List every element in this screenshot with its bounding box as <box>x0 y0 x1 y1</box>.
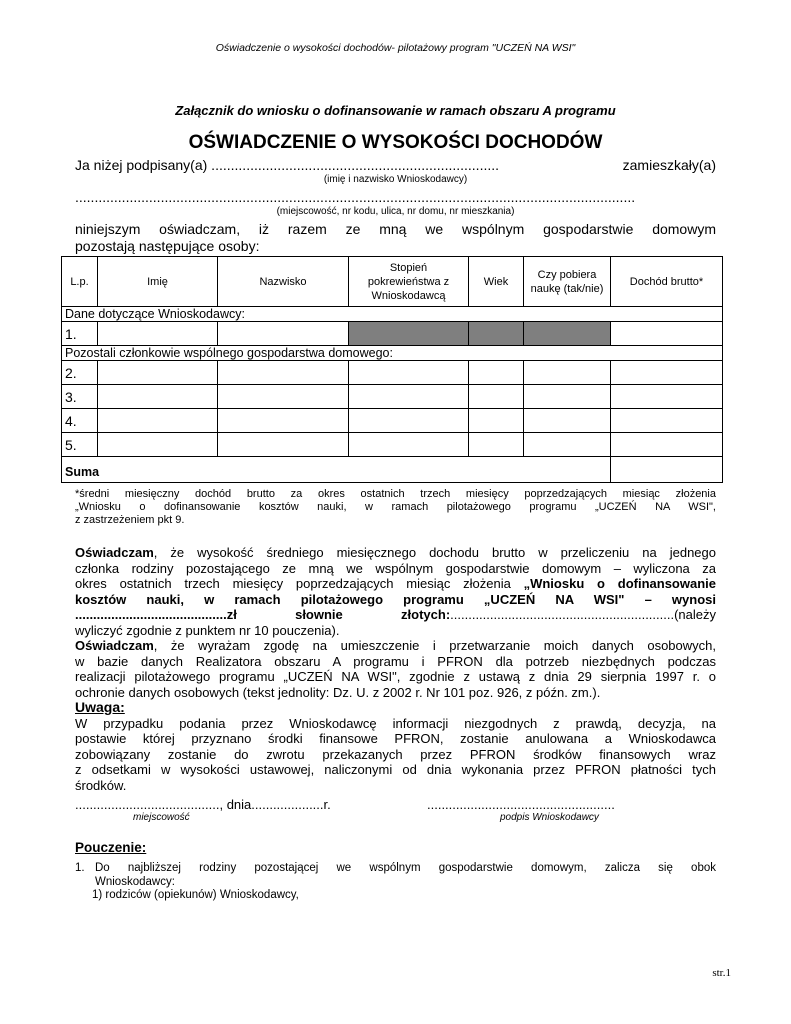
page-header: Oświadczenie o wysokości dochodów- pilotażowy program "UCZEŃ NA WSI" <box>215 42 576 54</box>
income-amount-field[interactable]: ..........................................zł słownie złotych: <box>75 607 451 622</box>
place-date-field[interactable]: ........................................, dnia....................r. <box>75 797 331 812</box>
footnote-line: „Wniosku o dofinansowanie kosztów nauki, w ramach pilotażowego programu „UCZEŃ NA WSI", <box>75 501 716 513</box>
cell-last-name[interactable] <box>218 361 349 385</box>
column-header-age: Wiek <box>469 257 524 307</box>
warning-section <box>75 700 716 793</box>
declaration-text: , że wyrażam zgodę na umieszczenie i przetwarzanie moich danych osobowych, <box>153 638 716 653</box>
cell-income[interactable] <box>611 361 723 385</box>
page-number: str.1 <box>712 967 731 979</box>
declaration-line: kosztów nauki, w ramach pilotażowego programu „UCZEŃ NA WSI" – wynosi <box>75 591 716 607</box>
income-words-field[interactable]: ..............................................................(należy <box>450 607 716 622</box>
place-label: miejscowość <box>133 812 190 823</box>
cell-age-disabled <box>469 322 524 346</box>
row-number: 1. <box>62 322 98 346</box>
table-row <box>62 361 723 385</box>
sum-label: Suma <box>62 457 611 483</box>
section-row-household <box>62 346 723 361</box>
cell-education[interactable] <box>524 385 611 409</box>
signature-label: podpis Wnioskodawcy <box>500 812 599 823</box>
household-table <box>61 256 723 483</box>
section-row-applicant <box>62 307 723 322</box>
instruction-number: 1. <box>75 862 85 874</box>
column-header-last-name: Nazwisko <box>218 257 349 307</box>
instruction-line: Wnioskodawcy: <box>95 875 175 888</box>
page-title: OŚWIADCZENIE O WYSOKOŚCI DOCHODÓW <box>188 132 603 153</box>
applicant-name-label: Ja niżej podpisany(a) .......................................................................... <box>75 157 500 173</box>
declaration-text: okres ostatnich trzech miesięcy poprzedzających miesiąc złożenia <box>75 576 524 591</box>
warning-line: z odsetkami w wysokości ustawowej, naliczonymi od dnia wykonania przez PFRON płatności tych <box>75 762 716 777</box>
row-number: 5. <box>62 433 98 457</box>
cell-education[interactable] <box>524 433 611 457</box>
cell-first-name[interactable] <box>98 361 218 385</box>
cell-income-sum[interactable] <box>611 457 723 483</box>
annex-heading: Załącznik do wniosku o dofinansowanie w ramach obszaru A programu <box>175 103 616 118</box>
table-header-row <box>62 257 723 307</box>
cell-age[interactable] <box>469 361 524 385</box>
column-header-income: Dochód brutto* <box>611 257 723 307</box>
applicant-name-line[interactable] <box>75 157 716 173</box>
cell-income[interactable] <box>611 385 723 409</box>
cell-relationship[interactable] <box>349 361 469 385</box>
row-number: 4. <box>62 409 98 433</box>
cell-first-name[interactable] <box>98 433 218 457</box>
cell-first-name[interactable] <box>98 322 218 346</box>
table-row <box>62 385 723 409</box>
section-label: Dane dotyczące Wnioskodawcy: <box>62 307 723 322</box>
cell-income[interactable] <box>611 409 723 433</box>
signature-field[interactable]: .................................................... <box>427 797 615 812</box>
footnote-line: *średni miesięczny dochód brutto za okres ostatnich trzech miesięcy poprzedzających miesiąc złożenia <box>75 488 716 500</box>
address-hint: (miejscowość, nr kodu, ulica, nr domu, nr mieszkania) <box>276 206 515 217</box>
sum-row <box>62 457 723 483</box>
declaration-line: w bazie danych Realizatora obszaru A programu i PFRON dla potrzeb niezbędnych podczas <box>75 653 716 669</box>
footnote-line: z zastrzeżeniem pkt 9. <box>75 514 185 526</box>
instruction-item <box>75 862 716 903</box>
column-header-first-name: Imię <box>98 257 218 307</box>
declaration-line: ochronie danych osobowych (tekst jednolity: Dz. U. z 2002 r. Nr 101 poz. 926, z późn. zm.). <box>75 684 601 700</box>
cell-age[interactable] <box>469 385 524 409</box>
table-row <box>62 409 723 433</box>
cell-last-name[interactable] <box>218 409 349 433</box>
income-footnote <box>75 488 716 527</box>
column-header-lp: L.p. <box>62 257 98 307</box>
declaration-keyword: Oświadczam <box>75 638 154 653</box>
cell-last-name[interactable] <box>218 322 349 346</box>
warning-line: postawie której przyznano środki finansowe PFRON, zostanie anulowana a Wnioskodawca <box>75 731 716 746</box>
warning-line: zobowiązany zostanie do zwrotu przekazanych przez PFRON środków finansowych wraz <box>75 746 716 762</box>
cell-education[interactable] <box>524 361 611 385</box>
cell-education-disabled <box>524 322 611 346</box>
statement-line: niniejszym oświadczam, iż razem ze mną we wspólnym gospodarstwie domowym <box>75 221 716 237</box>
column-header-education: Czy pobiera naukę (tak/nie) <box>524 257 611 307</box>
cell-income[interactable] <box>611 322 723 346</box>
cell-age[interactable] <box>469 409 524 433</box>
address-line[interactable]: ................................................................................................................................................ <box>75 189 636 205</box>
column-header-relationship: Stopień pokrewieństwa z Wnioskodawcą <box>349 257 469 307</box>
warning-line: W przypadku podania przez Wnioskodawcę informacji niezgodnych z prawdą, decyzja, na <box>75 715 716 731</box>
cell-relationship[interactable] <box>349 385 469 409</box>
declaration-line <box>75 545 716 561</box>
cell-education[interactable] <box>524 409 611 433</box>
income-declaration <box>75 545 716 638</box>
declaration-line: wyliczyć zgodnie z punktem nr 10 pouczenia). <box>75 622 340 638</box>
table-row <box>62 322 723 346</box>
cell-relationship[interactable] <box>349 409 469 433</box>
cell-income[interactable] <box>611 433 723 457</box>
warning-line: środków. <box>75 777 127 793</box>
instruction-line <box>75 862 716 876</box>
row-number: 3. <box>62 385 98 409</box>
declaration-text: , że wysokość średniego miesięcznego dochodu brutto w przeliczeniu na jednego <box>153 545 716 560</box>
declaration-line: realizacji pilotażowego programu „UCZEŃ NA WSI", zgodnie z ustawą z dnia 29 sierpnia 1997 r. o <box>75 669 716 684</box>
cell-first-name[interactable] <box>98 385 218 409</box>
instruction-text: Do najbliższej rodziny pozostającej we wspólnym gospodarstwie domowym, zalicza się obok <box>95 862 716 874</box>
table-row <box>62 433 723 457</box>
instruction-title: Pouczenie: <box>75 840 147 855</box>
declaration-line: członka rodziny pozostającego ze mną we wspólnym gospodarstwie domowym – wyliczona za <box>75 560 716 576</box>
cell-age[interactable] <box>469 433 524 457</box>
declaration-keyword: Oświadczam <box>75 545 154 560</box>
cell-relationship-disabled <box>349 322 469 346</box>
income-amount-line[interactable] <box>75 607 716 623</box>
cell-last-name[interactable] <box>218 385 349 409</box>
row-number: 2. <box>62 361 98 385</box>
instruction-subitem: 1) rodziców (opiekunów) Wnioskodawcy, <box>92 889 299 901</box>
cell-last-name[interactable] <box>218 433 349 457</box>
cell-first-name[interactable] <box>98 409 218 433</box>
residence-label: zamieszkały(a) <box>622 157 716 173</box>
declaration-line <box>75 638 716 654</box>
warning-title: Uwaga: <box>75 699 125 715</box>
statement-line-2: pozostają następujące osoby: <box>75 238 260 254</box>
section-label: Pozostali członkowie wspólnego gospodarstwa domowego: <box>62 346 723 361</box>
declaration-bold-text: „Wniosku o dofinansowanie <box>523 576 716 591</box>
name-hint: (imię i nazwisko Wnioskodawcy) <box>323 174 468 185</box>
data-consent-declaration <box>75 638 716 700</box>
cell-relationship[interactable] <box>349 433 469 457</box>
declaration-line <box>75 576 716 592</box>
